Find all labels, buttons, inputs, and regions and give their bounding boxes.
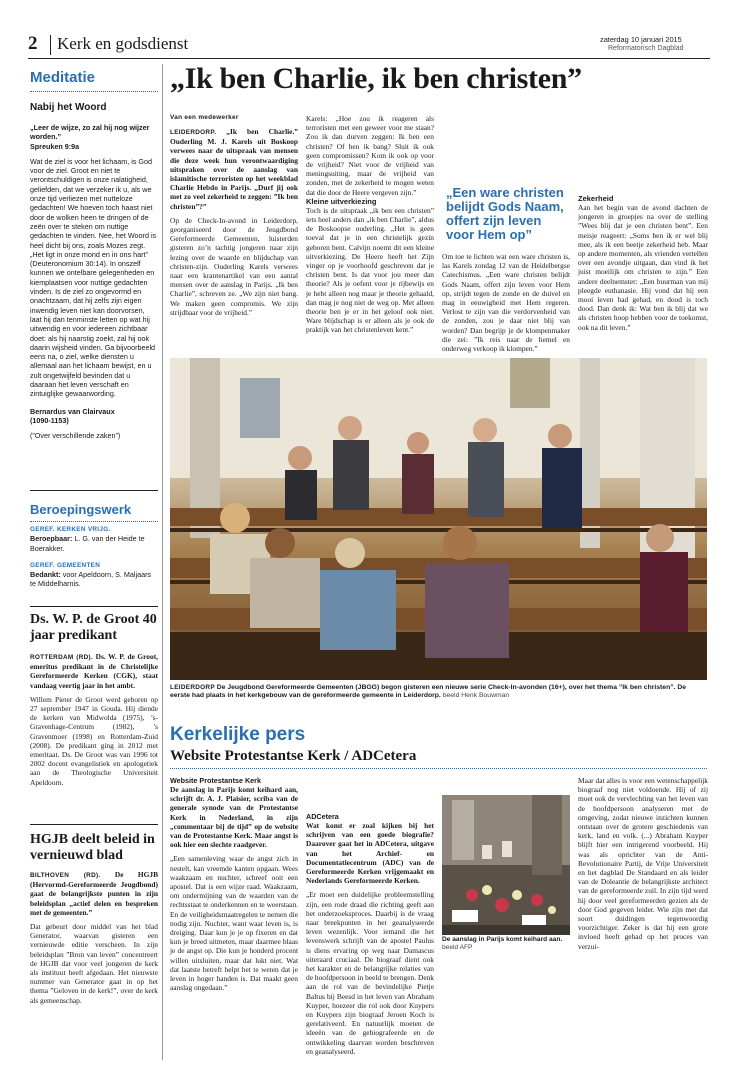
header-paper: Reformatorisch Dagblad <box>608 45 684 52</box>
caption-place: LEIDERDORP <box>170 684 215 691</box>
charlie-col-2 <box>306 114 434 340</box>
hgjb-column <box>30 870 158 1060</box>
degroot-bottom-rule <box>30 824 158 825</box>
pers-lead1: De aanslag in Parijs komt keihard aan, schrijft dr. A. J. Plaisier, scriba van de generale synode van de Protestantse Kerk in Nederland, in zijn „commentaar bij de tijd” op de website van de Protestantse Kerk. Maar angst is ook hier een slechte raadgever. <box>170 785 298 850</box>
page-number: 2 <box>28 33 38 54</box>
pers-underline <box>170 768 707 769</box>
afp-caption-text: De aanslag in Parijs komt keihard aan. <box>442 936 563 943</box>
pers-title: Website Protestantse Kerk / ADCetera <box>170 748 417 764</box>
pers-s1: Website Protestantse Kerk <box>170 776 261 785</box>
header-rule <box>28 58 710 59</box>
charlie-headline: „Ik ben Charlie, ik ben christen” <box>170 62 582 95</box>
caption-text: De Jeugdbond Gereformeerde Gemeenten (JBGG) begon gisteren een nieuwe serie Check-In-avonden (16+), over het thema ”Ik ben christen”. De eerste had plaats in het kerkgebouw van de gereformeerde gemeente in Leiderdorp. <box>170 684 687 700</box>
hgjb-lead: De HGJB (Hervormd-Gereformeerde Jeugdbond) gaat de belangrijkste punten in zijn beleidsplan „actief delen en bespreken met de gemeenten.” <box>30 870 158 917</box>
hgjb-body: Dat gebeurt door middel van het blad Generator, waarvan gisteren een vernieuwde editie verscheen. In zijn beleidsplan ”Bron van leven” concentreert de HGJB dat voor veel jongeren de kerk als instituut heeft afgedaan. Het nieuwste nummer van Generator gaat in op het thema ”Geloven in de kerk!”, over de kerk als gemeenschap. <box>30 922 158 1005</box>
pers-col-2 <box>306 776 434 1060</box>
pers-col-4 <box>578 776 708 1060</box>
beroepingswerk-label: Beroepingswerk <box>30 502 132 517</box>
charlie-dateline: LEIDERDORP. <box>170 129 217 136</box>
section-title: Kerk en godsdienst <box>57 34 189 53</box>
charlie-byline: Van een medewerker <box>170 114 239 121</box>
beroepingswerk-bottom-rule <box>30 606 158 607</box>
pers-s2: ADCetera <box>306 812 339 821</box>
charlie-col-1 <box>170 114 298 340</box>
charlie-lead: „Ik ben Charlie.” Ouderling M. J. Karels uit Boskoop verwees naar de uitspraak van mensen die deze week hun verontwaardiging uitspraken over de aanslag van islamitische terroristen op het weekblad Charlie Hebdo in Parijs. „Durf jij ook met zo veel zekerheid te zeggen: ”Ik ben christen”?” <box>170 127 298 211</box>
charlie-p2: Karels: „Hoe zou ik reageren als terroristen met een geweer voor me staan? Zou ik dan durven zeggen: Ik ben een christen? Of ben ik bang? Sluit ik ook geen compromissen? Kom ik ook op voor de vrijheid? Niet voor de vrijheid van meningsuiting, maar de vrijheid van zonden, met de zekerheid te mogen weten dat die door de Heere vergeven zijn.” <box>306 114 434 197</box>
header-divider <box>50 35 51 55</box>
meditatie-source: (”Over verschillende zaken”) <box>30 431 121 441</box>
afp-photo <box>442 795 570 935</box>
pers-p1: „Een samenleving waar de angst zich in nestelt, kan vreemde kanten opgaan. Wees waakzaam en nuchter, schreef ooit een apostel. Dat is een wijze raad. Waakzaam, om ondermijning van de waarden van de rechtsstaat te onderkennen en te weerstaan. En de veiligheidsmaatregelen te nemen die nodig zijn. Nuchter, want waar leven is, is dreiging. Daar kun je je op fixeren en dat kun je breed uitmeten, maar daarmee blaas je de angst op. Die kun je honderd procent willen uitsluiten, maar dat lukt niet. Wat dat laatste betreft helpt het te weten dat je leven in hoger handen is. Dat maakt geen aanslag ongedaan.” <box>170 854 298 993</box>
degroot-dateline: ROTTERDAM (RD). <box>30 654 94 661</box>
photo-caption <box>170 684 707 708</box>
afp-scene <box>442 795 570 935</box>
beroep-label-1: Beroepbaar: <box>30 534 73 544</box>
degroot-lead: Ds. W. P. de Groot, emeritus predikant in de Christelijke Gereformeerde Kerken (CGK), staat vandaag veertig jaar in het ambt. <box>30 652 158 690</box>
pers-col-1 <box>170 776 298 1060</box>
charlie-p5: Aan het begin van de avond dachten de jongeren in groepjes na over de stelling ”Wees blij dat je een christen bent”. Een meisje reageert: „Soms ben ik er wel blij mee, als ik een beetje zekerheid heb. Maar op andere momenten, als vrienden vertellen over een avondje uitgaan, dan vind ik het juist moeilijk om christen te zijn.” Een andere deelnemster: „Een buurman van mij pleegde euthanasie. Hij vond dat hij een mooi leven had gehad, en dood is toch dood. Dan denk ik: Wat ben ik blij dat we als christen hoop hebben voor de toekomst, ook na dit leven.” <box>578 203 708 332</box>
charlie-col-3 <box>442 114 570 354</box>
charlie-sub2: Zekerheid <box>578 194 614 203</box>
caption-credit: beeld Henk Bouwman <box>442 692 510 700</box>
hgjb-dateline: BILTHOVEN (RD). <box>30 872 101 879</box>
degroot-body: Willem Pieter de Groot werd geboren op 27 september 1947 in Gouda. Hij diende de kerken van Midwolda (1975), ’s-Gravenhage-Centrum (1982), ’s Gravenmoer (1998) en Rotterdam-Zuid (2008). De predikant ging in 2012 met emeritaat. Ds. De Groot was van 1996 tot 2002 docent evangelistiek en apologetiek aan de Theologische Universiteit Apeldoorn. <box>30 694 158 787</box>
pers-p2: „Er moet een duidelijke probleemstelling zijn, een rode draad die richting geeft aan het onderzoeksproces. Daarbij is de vraag naar breekpunten in het geanalyseerde leven wezenlijk. Voor iemand die het levenswerk schrijft van de apostel Paulus is diens ervaring op weg naar Damascus uiteraard cruciaal. De biograaf dient ook het karakter en de belangrijke relaties van de hoofdpersoon in beeld te brengen. Denk aan de rol van de bevindelijke Pietje Baltus bij Beesd in het leven van Abraham Kuyper, hoezeer die rol ook door Kuypers en Kuypers zijn biograaf Jeroen Koch is gerelativeerd. En natuurlijk moeten de ideeën van de gebiografeerde en de ontwikkeling daarvan worden beschreven en geanalyseerd. <box>306 890 434 1056</box>
beroep-kerk-1: GEREF. KERKEN VRIJG. <box>30 526 111 533</box>
pers-lead2: Wat komt er zoal kijken bij het schrijven van een goede biografie? Daarover gaat het in ADCetera, uitgave van het Archief- en Documentatiecentrum (ADC) van de Gereformeerde Kerken vrijgemaakt en Nederlands Gereformeerde Kerken. <box>306 821 434 886</box>
meditatie-title: Nabij het Woord <box>30 102 107 113</box>
beroepingswerk-column <box>30 525 158 600</box>
meditatie-column <box>30 123 158 483</box>
degroot-column <box>30 652 158 820</box>
charlie-col-4 <box>578 114 708 340</box>
meditatie-bottom-rule <box>30 490 158 491</box>
meditatie-years: (1090-1153) <box>30 415 69 425</box>
header-date: zaterdag 10 januari 2015 <box>600 35 682 44</box>
charlie-p4: Om toe te lichten wat een ware christen is, las Karels zondag 12 van de Heidelbergse Catechismus. „Een ware christen belijdt Gods Naam, offert zijn leven voor Hem op, strijdt tegen de zonde en de duivel en mag in eeuwigheid met Hem regeren. Verlost te zijn van die verdorvenheid van de zonden, zou je daar niet blij van worden? Dan begrijp je de klompenmaker die zei: ”Ik reis naar de hemel en onderweg verkoop ik klompen.” <box>442 252 570 354</box>
meditatie-author: Bernardus van Clairvaux <box>30 406 115 416</box>
pers-p3: Maar dat alles is voor een wetenschappelijk biograaf nog niet voldoende. Hij of zij moet ook de vervlechting van het leven van de hoofdpersoon analyseren met de omgeving, zodat nieuwe inzichten kunnen ontstaan over de grotere geschiedenis van kerk, land en volk. (...) Abraham Kuyper blijft hier een intrigerend voorbeeld. Hij was als oprichter van de Anti-Revolutionaire Partij, de Vrije Universiteit en het dagblad De Standaard en als leider van de Doleantie de belangrijkste architect van de gereformeerde zuil. In zijn tijd werd hij door veel gereformeerden gezien als de door God gegeven leider. Wie zijn met dat soort duidingen tegenwoordig voorzichtiger. Zeker is dat hij een grote invloed heeft gehad op het proces van verzui- <box>578 776 708 951</box>
pullquote: „Een ware christen belijdt Gods Naam, offert zijn leven voor Hem op” <box>446 185 564 242</box>
column-divider <box>162 64 163 1060</box>
meditatie-ref: Spreuken 9:9a <box>30 141 80 151</box>
pers-label: Kerkelijke pers <box>170 724 306 745</box>
afp-caption-credit: beeld AFP <box>442 944 473 952</box>
beroep-text-2: voor Apeldoorn, S. Maljaars te Middelharnis. <box>30 570 152 589</box>
degroot-title: Ds. W. P. de Groot 40 jaar predikant <box>30 612 157 643</box>
photo-scene <box>170 358 707 680</box>
meditatie-underline <box>30 91 158 92</box>
charlie-sub1: Kleine uitverkiezing <box>306 196 377 206</box>
beroepingswerk-underline <box>30 521 158 522</box>
church-photo <box>170 358 707 680</box>
meditatie-label: Meditatie <box>30 69 96 86</box>
charlie-p3: Toch is de uitspraak „ik ben een christen” iets heel anders dan „ik ben Charlie”, aldus de Boskoopse ouderling. „Het is geen toeval dat je in een christelijk gezin geboren bent. Calvijn noemt dit een kleine uitverkiezing. De Heere heeft het Zijn vinger op je voorhoofd geschreven dat je christen bent. Is dat voor jou meer dan theorie? Als je oefent voor je rijbewijs en je hebt alleen nog maar je theorie gehaald, dan mag je nog niet de weg op. Met alleen theorie ben je er in het geloof ook niet. Ware blijdschap is er alleen als je ook de praktijk van het christenleven kent.” <box>306 205 434 335</box>
meditatie-quote: „Leer de wijze, zo zal hij nog wijzer worden.” <box>30 123 150 142</box>
beroep-text-1: L. G. van der Heide te Boerakker. <box>30 534 145 553</box>
meditatie-body: Wat de ziel is voor het lichaam, is God voor de ziel. Groot en niet te verontschuldigen is onze nalatigheid, geliefden, dat we verzeker ik u, als we onze tijd verliezen met nutteloze gedachten! We hoeven toch haast niet door de wolken heen te dringen of de zeën over te steken om nuttige gedachten te vinden. Nee, het Woord is heel dicht bij ons, zoals Mozes zegt. „Het ligt in onze mond en in ons hart” (Deuteronomium 30:14). In onszelf kunnen we ontelbare gelegenheden en kiemplaatsen voor nuttige gedachten vinden. Is de ziel zo ongevormd en onachtzaam, dat hij zelfs zijn eigen inwendig leven niet kan doorvorsen, laat hij dan tenminste letten op wat hij uitwendig en voor iedereen zichtbaar doet: als hij naarstig zoekt, zal hij ook daarin wijsheid vinden. Ga bijvoorbeeld eens na, o ziel, welke diensten u allemaal aan het lichaam bewijst, en u zult ongetwijfeld bevinden dat u daaraan het leven verschaft en zintuiglijke gewaarwording. <box>30 156 157 399</box>
beroep-kerk-2: GEREF. GEMEENTEN <box>30 561 101 569</box>
charlie-p1: Op de Check-In-avond in Leiderdorp, georganiseerd door de Jeugdbond Gereformeerde Gemeenten, luisterden gisteren zo’n tachtig jongeren naar zijn lezing over de waarde en blijdschap van christen-zijn. Ouderling Karels verwees naar een krantenartikel van een aantal mensen over de aanslag in Parijs. „Ik ben Charlie”, schreven ze. „We zijn niet bang. We maken geen compromis. We zijn strijdbaar voor de vrijheid.” <box>170 215 298 317</box>
afp-caption <box>442 936 570 958</box>
hgjb-title: HGJB deelt beleid in vernieuwd blad <box>30 832 155 863</box>
beroep-label-2: Bedankt: <box>30 570 61 580</box>
